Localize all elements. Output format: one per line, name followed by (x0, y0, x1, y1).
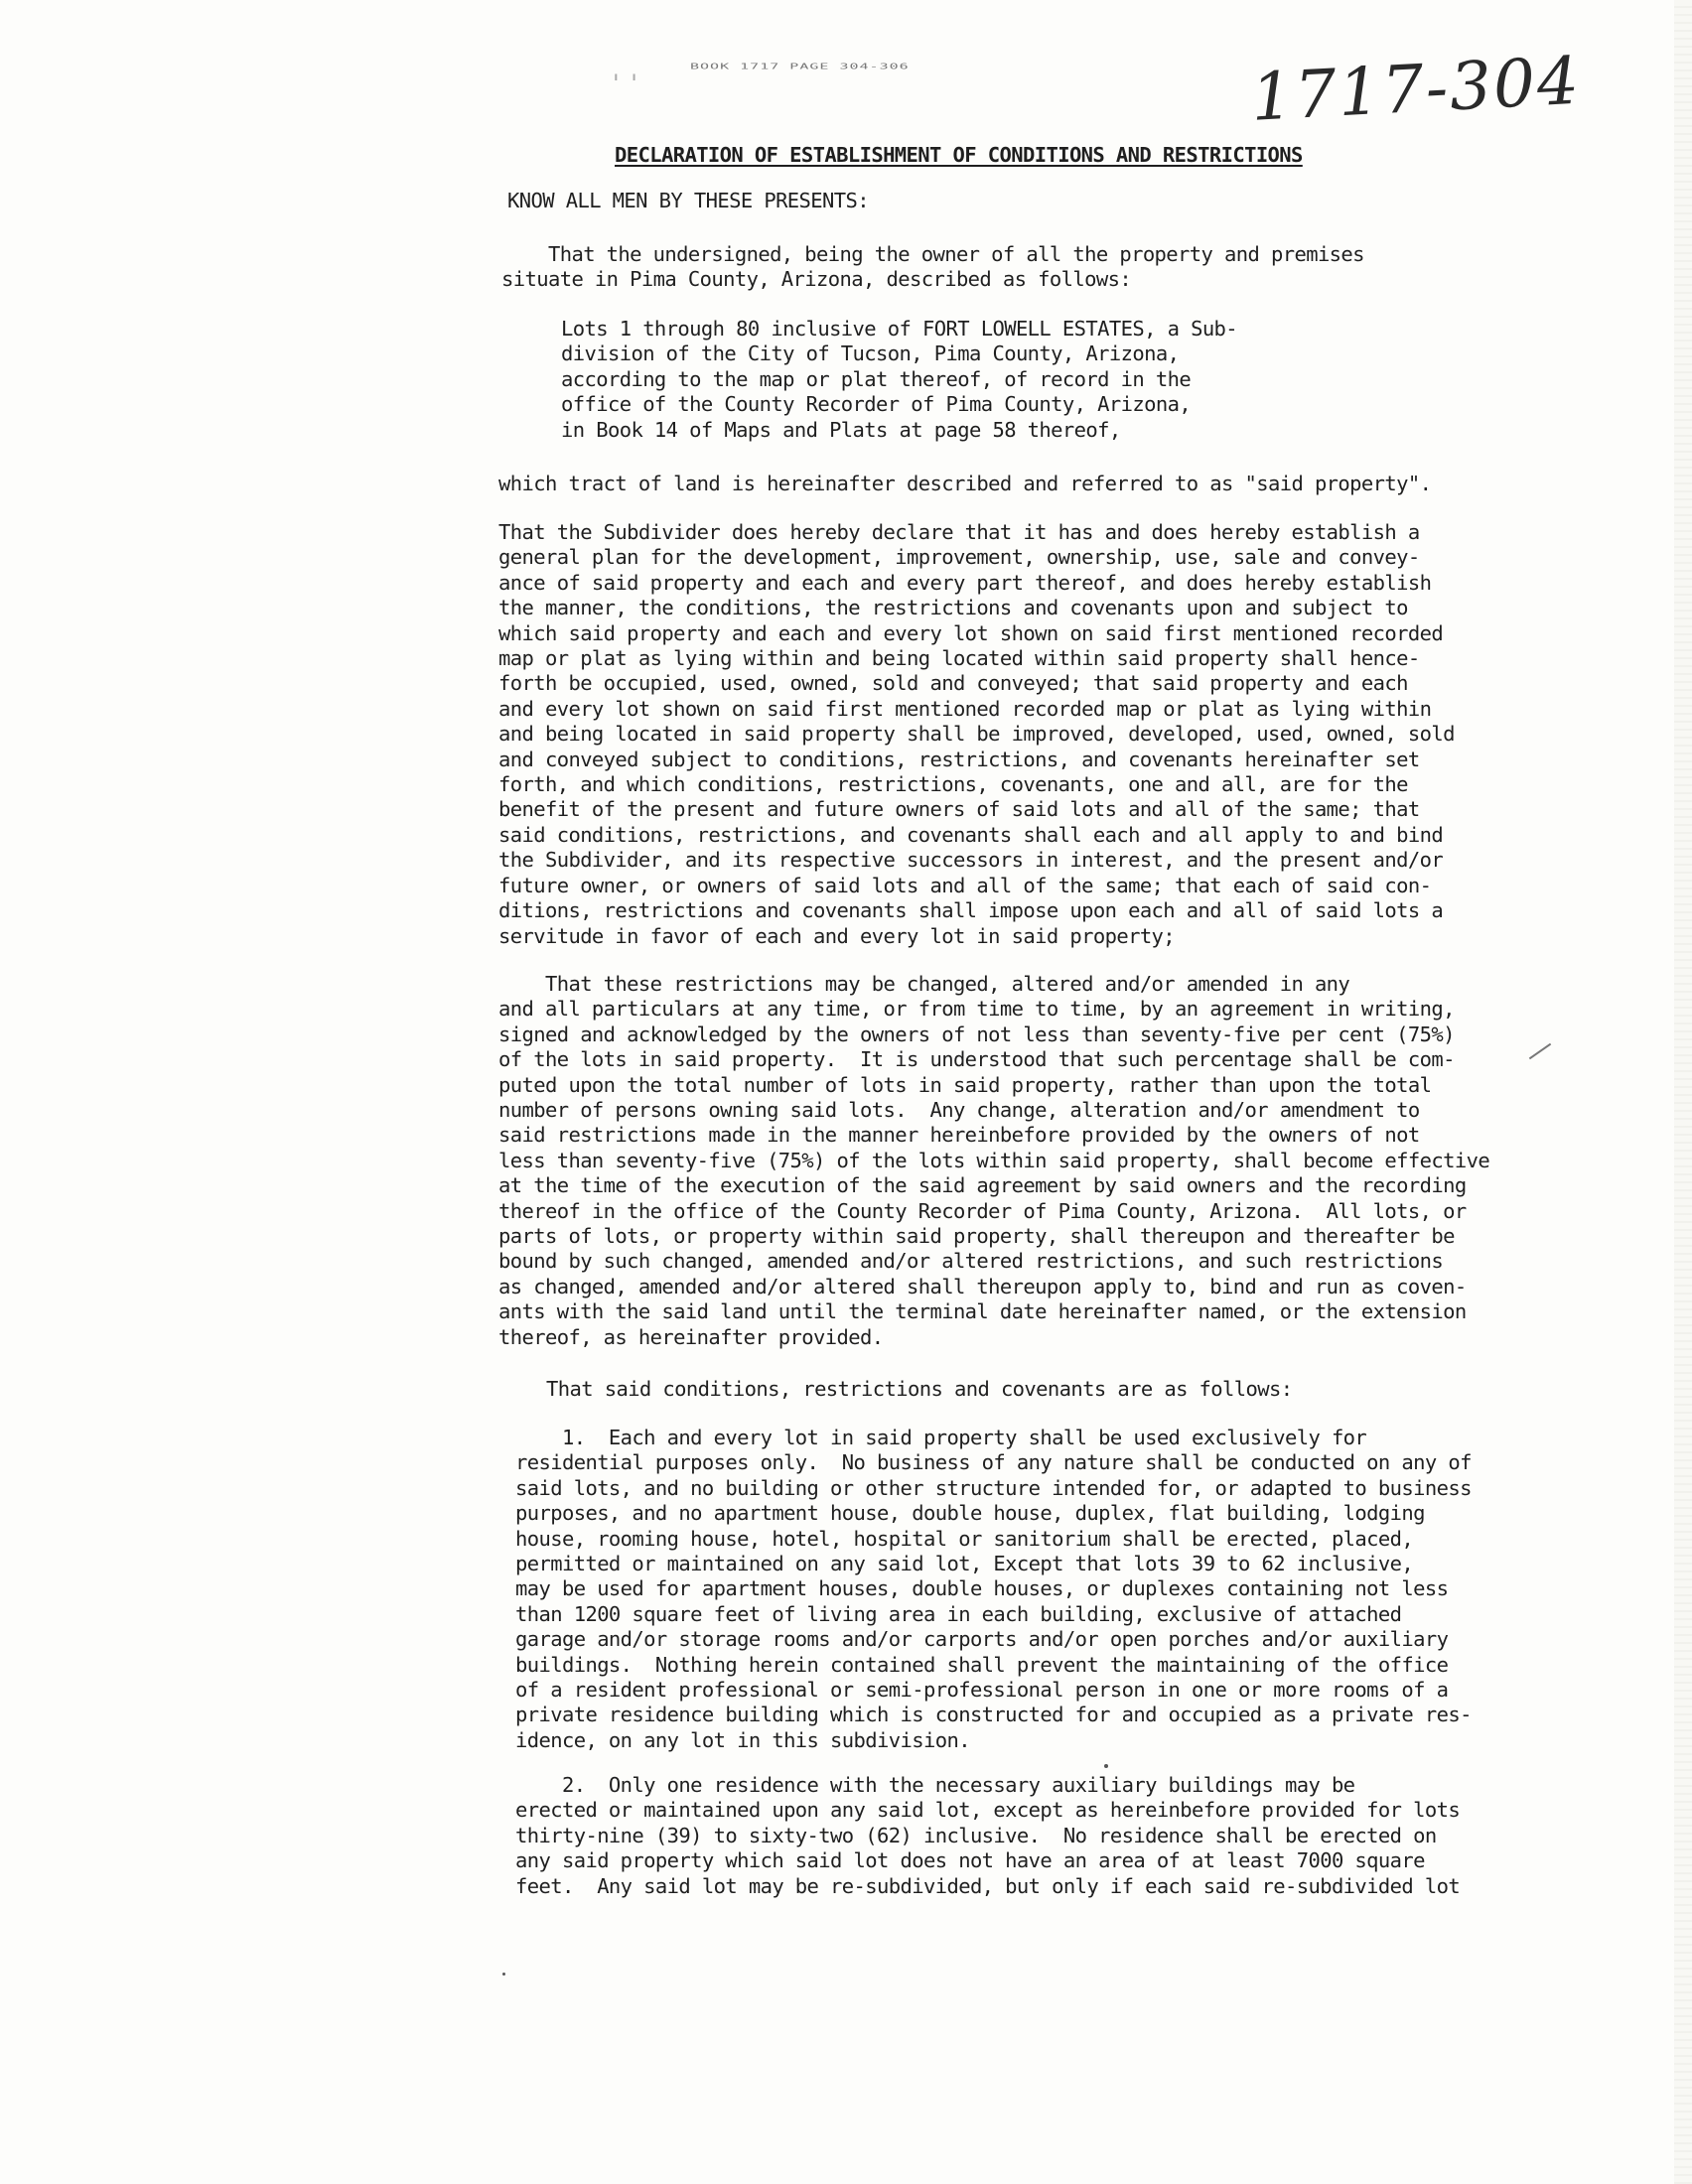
know-all-men-heading: KNOW ALL MEN BY THESE PRESENTS: (507, 189, 870, 212)
ink-speck (1104, 1764, 1108, 1768)
handwritten-record-number: 1717-304 (1249, 42, 1583, 136)
amendment-paragraph: That these restrictions may be changed, altered and/or amended in any and all particulars at any time, or from time to time, by an agreement in writing, signed and acknowledged by the owners of not less than seventy-five per cent (75%) of the lots in said property. It is understood that such percentage shall be com- puted upon the total number of lots in said property, rather than upon the total number of persons owning said lots. Any change, alteration and/or amendment to said restrictions made in the manner hereinbefore provided by the owners of not less than seventy-five (75%) of the lots within said property, shall become effective at the time of the execution of the said agreement by said owners and the recording thereof in the office of the County Recorder of Pima County, Arizona. All lots, or parts of lots, or property within said property, shall thereupon and thereafter be bound by such changed, amended and/or altered restrictions, and such restrictions as changed, amended and/or altered shall thereupon apply to, bind and run as coven- ants with the said land until the terminal date hereinafter named, or the extension thereof, as hereinafter provided. (498, 972, 1490, 1349)
lots-legal-description: Lots 1 through 80 inclusive of FORT LOWELL ESTATES, a Sub- division of the City of Tucson, Pima County, Arizona, according to the map or plat thereof, of record in the office of the County Recorder of Pima County, Arizona, in Book 14 of Maps and Plats at page 58 thereof, (561, 317, 1238, 442)
intro-paragraph: That the undersigned, being the owner of all the property and premises situate in Pima County, Arizona, described as follows: (501, 242, 1364, 292)
ink-speck (502, 1973, 505, 1976)
condition-2-paragraph: 2. Only one residence with the necessary auxiliary buildings may be erected or maintained upon any said lot, except as hereinbefore provided for lots thirty-nine (39) to sixty-two (62) inclusive. No residence shall be erected on any said property which said lot does not have an area of at least 7000 square feet. Any said lot may be re-subdivided, but only if each said re-subdivided lot (515, 1773, 1461, 1898)
condition-1-paragraph: 1. Each and every lot in said property shall be used exclusively for residential purposes only. No business of any nature shall be conducted on any of said lots, and no building or other structure intended for, or adapted to business purposes, and no apartment house, double house, duplex, flat building, lodging house, rooming house, hotel, hospital or sanitorium shall be erected, placed, permitted or maintained on any said lot, Except that lots 39 to 62 inclusive, may be used for apartment houses, double houses, or duplexes containing not less than 1200 square feet of living area in each building, exclusive of attached garage and/or storage rooms and/or carports and/or open porches and/or auxiliary buildings. Nothing herein contained shall prevent the maintaining of the office of a resident professional or semi-professional person in one or more rooms of a private residence building which is constructed for and occupied as a private res- idence, on any lot in this subdivision. (515, 1426, 1472, 1752)
conditions-intro: That said conditions, restrictions and covenants are as follows: (546, 1377, 1293, 1401)
subdivider-declaration-paragraph: That the Subdivider does hereby declare that it has and does hereby establish a general plan for the development, improvement, ownership, use, sale and convey- ance of said property and each and every part thereof, and does hereby establish the manner, the conditions, the restrictions and covenants upon and subject to which said property and each and every lot shown on said first mentioned recorded map or plat as lying within and being located within said property shall hence- forth be occupied, used, owned, sold and conveyed; that said property and each and every lot shown on said first mentioned recorded map or plat as lying within and being located in said property shall be improved, developed, used, owned, sold and conveyed subject to conditions, restrictions, and covenants hereinafter set forth, and which conditions, restrictions, covenants, one and all, are for the benefit of the present and future owners of said lots and all of the same; that said conditions, restrictions, and covenants shall each and all apply to and bind the Subdivider, and its respective successors in interest, and the present and/or future owner, or owners of said lots and all of the same; that each of said con- ditions, restrictions and covenants shall impose upon each and all of said lots a servitude in favor of each and every lot in said property; (498, 520, 1455, 948)
said-property-definition: which tract of land is hereinafter described and referred to as "said property". (498, 472, 1432, 495)
margin-pen-mark (1529, 1043, 1551, 1060)
scan-edge (1674, 0, 1692, 2184)
book-page-reference: BOOK 1717 PAGE 304-306 (690, 62, 910, 71)
margin-tick-marks: ' ' (613, 69, 639, 97)
document-title: DECLARATION OF ESTABLISHMENT OF CONDITIONS AND RESTRICTIONS (615, 143, 1303, 167)
